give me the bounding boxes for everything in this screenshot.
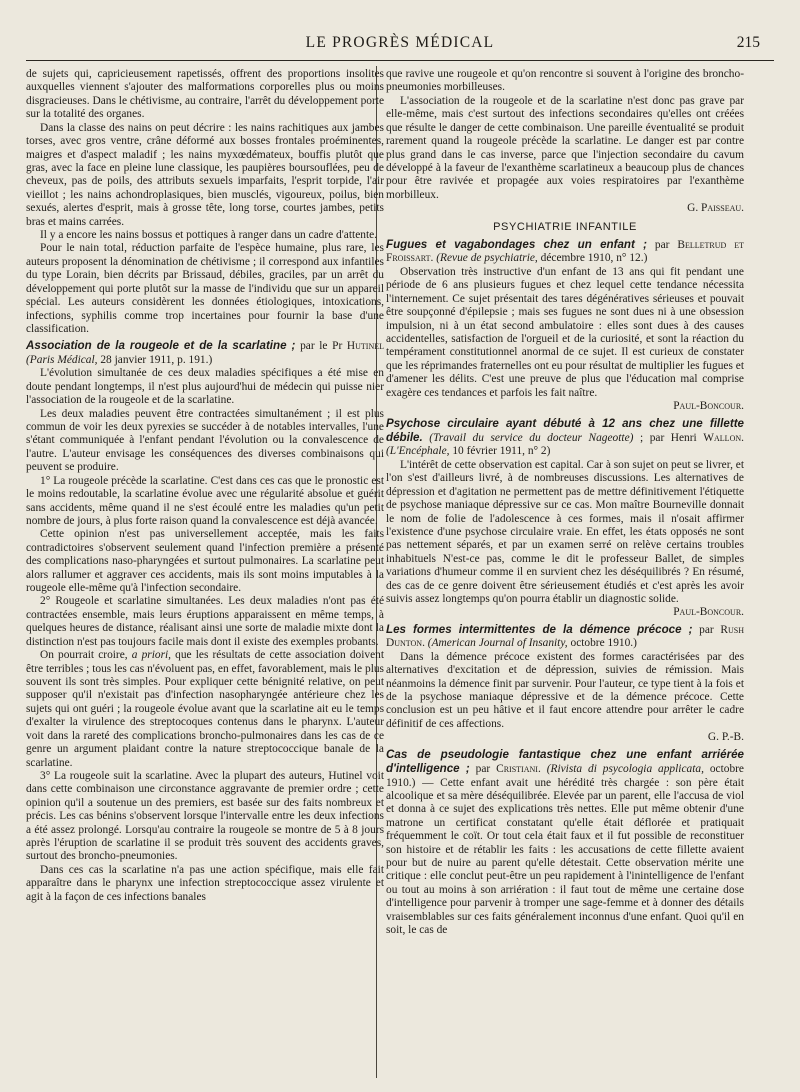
article-heading: [386, 238, 744, 266]
paragraph: 1° La rougeole précède la scarlatine. C'est dans ces cas que le pronostic est le moins redoutable, la scarlatine évolue avec une régularité absolue et guérit sans accidents, même quand il ne s'est écoulé entre les maladies qu'un petit nombre de jours, à plus forte raison quand la convalescence est déjà avancée.: [26, 474, 384, 527]
article-heading: [26, 339, 384, 367]
reference-date: décembre 1910, n° 12.): [540, 252, 648, 265]
reference-source: (Rivista di psycologia applicata,: [546, 763, 704, 776]
reference-prefix: par le Pr: [300, 340, 343, 353]
reference-date: octobre 1910.): [570, 637, 637, 650]
italic-run: a priori,: [131, 649, 172, 662]
header-rule: [26, 60, 774, 61]
paragraph: Les deux maladies peuvent être contractées simultanément ; il est plus commun de voir les deux pyrexies se succéder à de notables intervalles, l'une s'étant communiquée à l'enfant pendant l'évolution ou la convalescence de l'autre. L'auteur envisage les conséquences des diverses combinaisons qui peuvent se produire.: [26, 407, 384, 474]
right-column: [386, 68, 744, 938]
journal-title: LE PROGRÈS MÉDICAL: [305, 34, 495, 51]
paragraph: Observation très instructive d'un enfant de 13 ans qui fit pendant une période de 6 ans plusieurs fugues et chez lequel cette tendance nécessita l'internement. Ce sujet présentait des tares dégénératives sérieuses et pouvait être soupçonné d'épilepsie ; mais ses fugues ne sont dues ni à une obsession impulsion, ni à un état second ambulatoire : elles sont dues à des causes accidentelles, satisfaction de l'orgueil et de la curiosité, et sont la réaction du tempérament constitutionnel anormal de ce sujet. Il est curieux de constater que les réprimandes fraternelles ont eu pour résultat de multiplier les fugues et d'amener les délits. C'est une preuve de plus que l'éducation mal comprise exagère ces tendances et parfois les fait naître.: [386, 265, 744, 399]
reference-date: octobre 1910.): [386, 763, 744, 789]
article-title: Les formes intermittentes de la démence précoce ;: [386, 622, 693, 636]
paragraph: L'intérêt de cette observation est capital. Car à son sujet on peut se livrer, et l'on s'est d'ailleurs livré, à de nombreuses discussions. Les alternatives de dépression et d'agitation ne permettent pas de mettre définitivement l'étiquette de psychose maniaque dépressive sur ce cas. Mon maître Bourneville donnait le nom de folie de l'adolescence à ces formes, mais il n'osait affirmer l'existence d'une psychose circulaire vraie. En effet, les états opposés ne sont pas nettement séparés, et par un examen serré on relève certains troubles inhabituels N'est-ce pas, comme le dit le professeur Ballet, de simples variations d'humeur comme il en survient chez les déséquilibrés ? En résumé, des cas de ce genre doivent être sérieusement étudiés et c'est après les avoir suivis assez longtemps qu'on pourra établir un diagnostic solide.: [386, 458, 744, 606]
article-author: Cristiani.: [496, 763, 541, 776]
paragraph: Dans ces cas la scarlatine n'a pas une action spécifique, mais elle fait apparaître dans le pharynx une infection streptococcique assez virulente et agit à la façon de ces infections banales: [26, 863, 384, 903]
reference-source: (Revue de psychiatrie,: [436, 252, 538, 265]
article-author: Belletrud et Froissart.: [386, 239, 744, 265]
reference-source: (Paris Médical,: [26, 353, 98, 366]
article-author: Rush Dunton.: [386, 623, 744, 650]
signature: [386, 202, 744, 215]
signature: [386, 606, 744, 619]
reference-prefix: ; par Henri: [639, 431, 697, 444]
signature-text: Paul-Boncour.: [673, 400, 744, 413]
article-heading: [386, 623, 744, 651]
section-heading: PSYCHIATRIE INFANTILE: [493, 220, 637, 233]
paragraph: L'évolution simultanée de ces deux maladies spécifiques a été mise en doute pendant longtemps, il n'est plus aujourd'hui de médecin qui puisse nier l'association de la rougeole et de la scarlatine.: [26, 367, 384, 407]
text-run: que les résultats de cette association doivent être terribles ; tous les cas n'évoluent pas, en effet, favorablement, mais le plus souvent ils sont très simples. Pour expliquer cette bénignité relative, on peut supposer qu'il n'existait pas d'infection nasopharyngée antérieure chez les sujets qui ont guéri ; la rougeole évolue avant que la scarlatine ait eu le temps d'exalter la virulence des streptocoques contenus dans le pharynx. L'auteur voit dans la rareté des complications broncho-pulmonaires dans les cas de ce genre un argument plaidant contre la nature streptococcique banale de la scarlatine.: [26, 649, 384, 769]
paragraph: Pour le nain total, réduction parfaite de l'espèce humaine, plus rare, les auteurs proposent la dénomination de chétivisme ; il correspond aux infantiles du type Lorain, bien décrits par Brissaud, débiles, graciles, par un arrêt du développement qui porte plutôt sur la masse de l'individu que sur un appareil spécial. Les auteurs considèrent les données étiologiques, intoxications, infections, syphilis comme trop incertaines pour fournir la base d'une classification.: [26, 242, 384, 336]
article-body: — Cette enfant avait une hérédité très chargée : son père était alcoolique et sa mère déséquilibrée. Elevée par un parent, elle l'accusa de viol et donna à ce sujet des explications très nettes. Elle put même obtenir d'une matrone un certificat constatant qu'elle était déflorée et pratiquait fréquemment le coït. Or tout cela était faux et il fut possible de reconstituer son histoire et de rétablir les faits : les accusations de cette fillette avaient pour but de nuire au parent qu'elle détestait. Cette observation mérite une critique : elle conclut peut-être un peu rapidement à l'inintelligence de l'enfant ou tout au moins à son arriération : il faut tout de même une certaine dose d'intelligence pour parvenir à tromper une sage-femme et à donner des détails vraisemblables sur ces faits généralement inconnus d'une enfant. Quoi qu'il en soit, le cas de: [386, 776, 744, 937]
reference-source: (Travail du service du docteur Nageotte): [429, 431, 634, 444]
paragraph: 2° Rougeole et scarlatine simultanées. Les deux maladies n'ont pas été contractées ensemble, mais leurs éruptions apparaissent en même temps, à quelques heures de distance, réalisant ainsi une sorte de maladie mixte dont la distinction n'est pas toujours facile mais dont il existe des exemples probants.: [26, 595, 384, 648]
running-head: [28, 34, 772, 54]
article-title: Association de la rougeole et de la scarlatine ;: [26, 339, 296, 353]
signature: [386, 400, 744, 413]
reference-source: (American Journal of Insanity,: [427, 637, 568, 650]
article-heading: [386, 417, 744, 459]
signature-text: G. P.-B.: [707, 731, 744, 744]
page-number: 215: [736, 34, 760, 51]
paragraph: de sujets qui, capricieusement rapetissés, offrent des proportions insolites auxquelles viennent s'ajouter des malformations corporelles plus ou moins disgracieuses. Dans le chétivisme, au contraire, l'arrêt du développement porte sur la totalité des organes.: [26, 68, 384, 121]
paragraph: 3° La rougeole suit la scarlatine. Avec la plupart des auteurs, Hutinel voit dans cette combinaison une circonstance aggravante de premier ordre ; cette opinion qu'il a soutenue un des premiers, est basée sur des faits nombreux et précis. Les cas bénins s'observent lorsque l'intervalle entre les deux infections a été assez prolongé. Lorsqu'au contraire la rougeole se montre de 5 à 8 jours après l'éruption de scarlatine il se produit très souvent des accidents graves, surtout des broncho-pneumonies.: [26, 769, 384, 863]
signature: [386, 731, 744, 744]
reference-prefix: par: [475, 763, 491, 776]
left-column: [26, 68, 384, 904]
paragraph: Dans la démence précoce existent des formes caractérisées par des alternatives d'excitation et de dépression, suivies de rémission. Mais néanmoins la démence finit par survenir. Pour l'auteur, ce type tient à la fois et de la psychose maniaque dépressive et de la démence précoce. Cette conclusion est un peu hâtive et il faut encore attendre pour arrêter le cadre définitif de ces affections.: [386, 650, 744, 730]
paragraph: [26, 649, 384, 770]
article-title: Cas de pseudologie fantastique chez une enfant arriérée d'intelligence ;: [386, 747, 744, 776]
article-author: Wallon.: [703, 431, 744, 444]
reference-journal: (L'Encéphale,: [386, 445, 450, 458]
reference-prefix: par: [699, 623, 714, 636]
reference-prefix: par: [654, 239, 670, 252]
paragraph: que ravive une rougeole et qu'on rencontre si souvent à l'origine des broncho-pneumonies morbilleuses.: [386, 68, 744, 94]
article-heading: [386, 748, 744, 938]
paragraph: Cette opinion n'est pas universellement acceptée, mais les faits contradictoires s'observent seulement quand l'infection première a présenté des complications naso-pharyngées et surtout pulmonaires. La scarlatine peut alors rallumer et aggraver ces accidents, mais ils sont moins imputables à la rougeole elle-même qu'à l'infection secondaire.: [26, 528, 384, 595]
signature-text: Paul-Boncour.: [673, 606, 744, 619]
signature-text: G. Paisseau.: [687, 202, 744, 215]
paragraph: Dans la classe des nains on peut décrire : les nains rachitiques aux jambes torses, avec gros ventre, crâne déformé aux bosses frontales proéminentes, maigres et d'aspect maladif ; les nains myxœdémateux, bouffis plutôt que gras, avec la face en pleine lune classique, les paupières boursouflées, peu de cheveux, pas de poils, des attributs sexuels imparfaits, l'esprit torpide, l'air vieillot ; les nains achondroplasiques, bien musclés, vigoureux, poilus, bien sexués, alertes d'esprit, mais à grosse tête, long torse, courtes jambes, petits bras et mains carrées.: [26, 121, 384, 228]
reference-date: 10 février 1911, n° 2): [452, 445, 551, 458]
text-run: On pourrait croire,: [40, 649, 128, 662]
reference-date: 28 janvier 1911, p. 191.): [100, 353, 213, 366]
paragraph: L'association de la rougeole et de la scarlatine n'est donc pas grave par elle-même, mais c'est surtout des infections secondaires qu'elles ont créées que résulte le danger de cette combinaison. Une pareille éventualité se produit rarement quand la rougeole précède la scarlatine. Le danger est par contre plus grand dans le cas inverse, parce que l'injection secondaire du cavum développé à la faveur de l'exanthème scarlatineux a beaucoup plus de chances pour être ravivée et propagée aux voies respiratoires par l'exanthème morbilleux.: [386, 94, 744, 201]
paragraph: Il y a encore les nains bossus et pottiques à ranger dans un cadre d'attente.: [40, 229, 378, 242]
article-title: Psychose circulaire ayant débuté à 12 ans chez une fillette débile.: [386, 416, 744, 444]
article-title: Fugues et vagabondages chez un enfant ;: [386, 238, 647, 252]
article-author: Hutinel: [346, 340, 384, 353]
